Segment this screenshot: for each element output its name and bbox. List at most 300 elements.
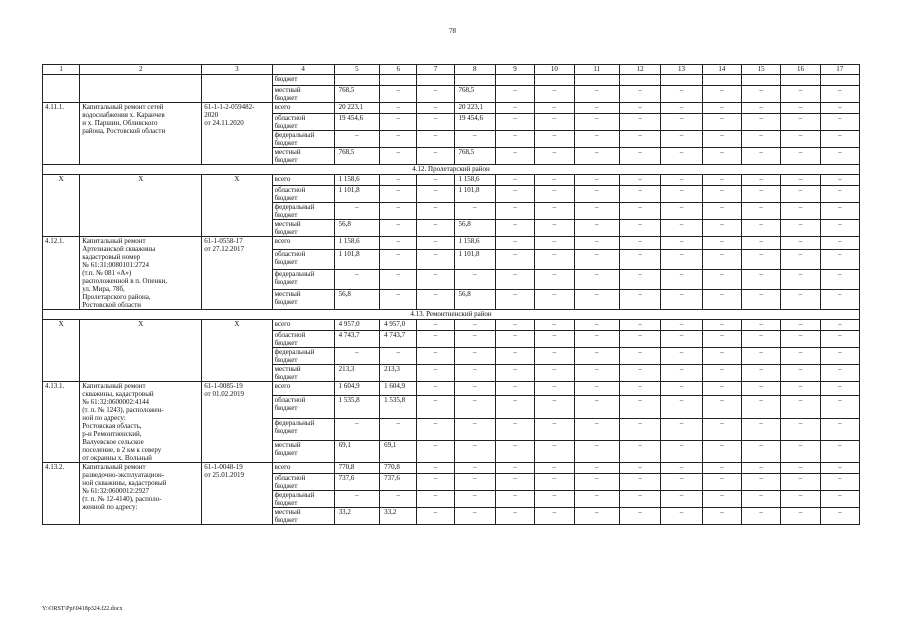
dash-cell: – (661, 418, 702, 440)
text-line: бюджет (274, 257, 298, 266)
column-header: 10 (535, 65, 574, 75)
dash-cell: – (702, 186, 741, 203)
dash-cell: – (742, 186, 781, 203)
dash-cell: – (781, 103, 820, 114)
dash-cell: – (380, 269, 417, 289)
text-line: района, Ростовской области (82, 127, 166, 135)
dash-cell: – (620, 203, 661, 220)
dash-cell: – (661, 237, 702, 250)
dash-cell: – (620, 320, 661, 331)
dash-cell: – (574, 186, 620, 203)
dash-cell: – (820, 131, 859, 148)
table-row (43, 175, 860, 186)
text-line: от окраины х. Вольный (82, 454, 152, 462)
dash-cell: – (535, 203, 574, 220)
dash-cell: – (702, 348, 741, 365)
dash-cell: – (620, 131, 661, 148)
dash-cell: – (574, 508, 620, 525)
empty-cell (574, 75, 620, 86)
column-header: 17 (820, 65, 859, 75)
value-cell: 4 957,0 (380, 320, 417, 331)
x-cell (202, 175, 272, 237)
dash-cell: – (702, 289, 741, 309)
budget-level-label (272, 348, 334, 365)
text-line: расположенной в п. Опенки, (82, 277, 168, 285)
text-line: 61-1-0558-17 (204, 237, 243, 245)
dash-cell: – (661, 463, 702, 474)
text: X (138, 175, 144, 183)
dash-cell: – (380, 103, 417, 114)
dash-cell: – (417, 418, 454, 440)
dash-cell: – (742, 86, 781, 103)
text-line: скважины, кадастровый (82, 390, 154, 398)
dash-cell: – (574, 396, 620, 418)
dash-cell: – (574, 463, 620, 474)
dash-cell: – (620, 491, 661, 508)
text-line: бюджет (274, 122, 298, 130)
dash-cell: – (334, 491, 380, 508)
text: X (58, 320, 64, 328)
text-line: 61-1-0048-19 (204, 463, 243, 471)
dash-cell: – (380, 491, 417, 508)
dash-cell: – (781, 463, 820, 474)
dash-cell: – (535, 348, 574, 365)
dash-cell: – (535, 474, 574, 491)
value-cell: 768,5 (334, 86, 380, 103)
column-header: 13 (661, 65, 702, 75)
dash-cell: – (620, 365, 661, 382)
dash-cell: – (334, 269, 380, 289)
table-row (43, 382, 860, 396)
dash-cell: – (820, 237, 859, 250)
dash-cell: – (417, 474, 454, 491)
text-line: ной по адресу: (82, 414, 126, 422)
dash-cell: – (495, 320, 534, 331)
dash-cell: – (702, 114, 741, 131)
dash-cell: – (820, 365, 859, 382)
item-number (43, 382, 80, 463)
budget-level-label (272, 175, 334, 186)
item-number (43, 237, 80, 310)
item-name (80, 237, 202, 310)
dash-cell: – (702, 508, 741, 525)
dash-cell: – (661, 148, 702, 165)
column-header: 15 (742, 65, 781, 75)
dash-cell: – (702, 331, 741, 348)
text-line: областной (274, 331, 306, 339)
dash-cell: – (620, 440, 661, 462)
item-name (80, 463, 202, 525)
dash-cell: – (495, 175, 534, 186)
value-cell: 1 158,6 (454, 237, 495, 250)
dash-cell: – (620, 348, 661, 365)
dash-cell: – (781, 508, 820, 525)
budget-level-label (272, 75, 334, 86)
dash-cell: – (742, 365, 781, 382)
value-cell: 770,8 (380, 463, 417, 474)
dash-cell: – (781, 440, 820, 462)
dash-cell: – (781, 474, 820, 491)
text-line: бюджет (274, 448, 298, 457)
dash-cell: – (574, 203, 620, 220)
empty-cell (820, 75, 859, 86)
value-cell: 1 101,8 (454, 249, 495, 269)
text-line: бюджет (274, 297, 298, 306)
dash-cell: – (742, 131, 781, 148)
empty-cell (454, 75, 495, 86)
dash-cell: – (334, 203, 380, 220)
dash-cell: – (781, 237, 820, 250)
budget-level-label (272, 491, 334, 508)
item-name (80, 103, 202, 165)
value-cell: 768,5 (334, 148, 380, 165)
text-line: бюджет (274, 404, 298, 413)
dash-cell: – (702, 203, 741, 220)
dash-cell: – (535, 331, 574, 348)
dash-cell: – (820, 331, 859, 348)
dash-cell: – (661, 331, 702, 348)
value-cell: 69,1 (380, 440, 417, 462)
dash-cell: – (781, 396, 820, 418)
dash-cell: – (781, 365, 820, 382)
empty-cell (43, 75, 80, 103)
dash-cell: – (620, 508, 661, 525)
dash-cell: – (380, 86, 417, 103)
value-cell: 69,1 (334, 440, 380, 462)
budget-level-label (272, 131, 334, 148)
column-header: 2 (80, 65, 202, 75)
value-cell: 768,5 (454, 148, 495, 165)
text-line: бюджет (274, 356, 298, 364)
text-line: Валуевское сельское (82, 438, 144, 446)
dash-cell: – (661, 220, 702, 237)
dash-cell: – (820, 289, 859, 309)
dash-cell: – (702, 320, 741, 331)
dash-cell: – (574, 114, 620, 131)
value-cell: 1 158,6 (334, 175, 380, 186)
dash-cell: – (334, 418, 380, 440)
dash-cell: – (454, 491, 495, 508)
dash-cell: – (742, 474, 781, 491)
dash-cell: – (334, 348, 380, 365)
column-header: 14 (702, 65, 741, 75)
item-number (43, 103, 80, 165)
dash-cell: – (702, 86, 741, 103)
dash-cell: – (535, 175, 574, 186)
text: X (234, 175, 240, 183)
dash-cell: – (620, 148, 661, 165)
item-number (43, 463, 80, 525)
dash-cell: – (574, 491, 620, 508)
page-number: 78 (449, 27, 456, 35)
text-line: 61-1-1-2-059482- (204, 103, 255, 111)
dash-cell: – (820, 103, 859, 114)
text-line: областной (274, 474, 306, 482)
dash-cell: – (495, 491, 534, 508)
dash-cell: – (495, 440, 534, 462)
budget-level-label (272, 474, 334, 491)
dash-cell: – (742, 289, 781, 309)
dash-cell: – (620, 269, 661, 289)
dash-cell: – (380, 114, 417, 131)
value-cell: 20 223,1 (334, 103, 380, 114)
dash-cell: – (702, 175, 741, 186)
text-line: местный (274, 440, 301, 449)
dash-cell: – (620, 331, 661, 348)
empty-cell (742, 75, 781, 86)
dash-cell: – (535, 320, 574, 331)
dash-cell: – (781, 269, 820, 289)
dash-cell: – (702, 103, 741, 114)
dash-cell: – (380, 175, 417, 186)
text: 4.12.1. (45, 237, 65, 245)
dash-cell: – (380, 131, 417, 148)
dash-cell: – (702, 463, 741, 474)
budget-level-label (272, 440, 334, 462)
budget-level-label (272, 418, 334, 440)
column-header: 8 (454, 65, 495, 75)
dash-cell: – (820, 396, 859, 418)
column-header: 16 (781, 65, 820, 75)
dash-cell: – (454, 203, 495, 220)
dash-cell: – (661, 249, 702, 269)
dash-cell: – (380, 186, 417, 203)
dash-cell: – (742, 249, 781, 269)
dash-cell: – (661, 203, 702, 220)
dash-cell: – (574, 331, 620, 348)
dash-cell: – (535, 396, 574, 418)
dash-cell: – (661, 365, 702, 382)
dash-cell: – (535, 365, 574, 382)
dash-cell: – (620, 220, 661, 237)
budget-level-label (272, 148, 334, 165)
text: всего (274, 382, 291, 390)
dash-cell: – (702, 249, 741, 269)
text-line: местный (274, 148, 301, 156)
text-line: федеральный (274, 203, 315, 211)
text: всего (274, 320, 291, 328)
text-line: Капитальный ремонт сетей (82, 103, 164, 111)
column-header: 12 (620, 65, 661, 75)
dash-cell: – (820, 220, 859, 237)
dash-cell: – (454, 382, 495, 396)
empty-cell (380, 75, 417, 86)
text-line: областной (274, 186, 306, 194)
value-cell: 1 535,8 (380, 396, 417, 418)
dash-cell: – (620, 237, 661, 250)
value-cell: 213,3 (334, 365, 380, 382)
dash-cell: – (742, 103, 781, 114)
dash-cell: – (820, 186, 859, 203)
dash-cell: – (820, 269, 859, 289)
dash-cell: – (742, 508, 781, 525)
dash-cell: – (702, 440, 741, 462)
budget-level-label (272, 249, 334, 269)
text: всего (274, 175, 291, 183)
value-cell: 1 158,6 (334, 237, 380, 250)
dash-cell: – (535, 148, 574, 165)
text-line: от 01.02.2019 (204, 390, 244, 398)
item-document (202, 237, 272, 310)
value-cell: 737,6 (380, 474, 417, 491)
value-cell: 19 454,6 (334, 114, 380, 131)
dash-cell: – (574, 103, 620, 114)
dash-cell: – (495, 331, 534, 348)
dash-cell: – (661, 131, 702, 148)
text-line: бюджет (274, 499, 298, 507)
dash-cell: – (661, 382, 702, 396)
dash-cell: – (417, 365, 454, 382)
dash-cell: – (574, 175, 620, 186)
column-header: 7 (417, 65, 454, 75)
dash-cell: – (742, 331, 781, 348)
dash-cell: – (495, 365, 534, 382)
text-line: № 61:31:0080101:2724 (82, 261, 149, 269)
dash-cell: – (495, 348, 534, 365)
dash-cell: – (742, 148, 781, 165)
dash-cell: – (574, 348, 620, 365)
dash-cell: – (417, 237, 454, 250)
dash-cell: – (781, 289, 820, 309)
value-cell: 1 101,8 (334, 186, 380, 203)
value-cell: 4 743,7 (380, 331, 417, 348)
empty-cell (702, 75, 741, 86)
item-document (202, 463, 272, 525)
dash-cell: – (574, 289, 620, 309)
dash-cell: – (661, 186, 702, 203)
table-row (43, 320, 860, 331)
dash-cell: – (702, 491, 741, 508)
dash-cell: – (495, 508, 534, 525)
x-cell (80, 175, 202, 237)
value-cell: 56,8 (454, 289, 495, 309)
text-line: ной скважины, кадастровый (82, 479, 167, 487)
dash-cell: – (781, 114, 820, 131)
text: всего (274, 103, 291, 111)
value-cell: 768,5 (454, 86, 495, 103)
text-line: местный (274, 508, 301, 516)
dash-cell: – (535, 131, 574, 148)
dash-cell: – (742, 396, 781, 418)
text: всего (274, 463, 291, 471)
value-cell: 4 957,0 (334, 320, 380, 331)
dash-cell: – (574, 131, 620, 148)
dash-cell: – (417, 114, 454, 131)
dash-cell: – (661, 175, 702, 186)
dash-cell: – (820, 175, 859, 186)
value-cell: 33,2 (334, 508, 380, 525)
dash-cell: – (742, 269, 781, 289)
text-line: бюджет (274, 94, 298, 102)
empty-cell (535, 75, 574, 86)
text-line: бюджет (274, 277, 298, 286)
dash-cell: – (702, 148, 741, 165)
dash-cell: – (661, 396, 702, 418)
dash-cell: – (620, 382, 661, 396)
text: 4.13.2. (45, 463, 65, 471)
text: 4.11.1. (45, 103, 64, 111)
dash-cell: – (702, 365, 741, 382)
text-line: бюджет (274, 139, 298, 147)
dash-cell: – (495, 249, 534, 269)
text-line: водоснабжения х. Каранчев (82, 111, 165, 119)
dash-cell: – (781, 131, 820, 148)
value-cell: 33,2 (380, 508, 417, 525)
empty-cell (202, 75, 272, 103)
budget-level-label (272, 331, 334, 348)
dash-cell: – (417, 382, 454, 396)
dash-cell: – (742, 237, 781, 250)
dash-cell: – (454, 131, 495, 148)
dash-cell: – (620, 249, 661, 269)
dash-cell: – (661, 348, 702, 365)
dash-cell: – (661, 508, 702, 525)
dash-cell: – (781, 203, 820, 220)
text-line: бюджет (274, 373, 298, 381)
dash-cell: – (535, 269, 574, 289)
value-cell: 1 101,8 (454, 186, 495, 203)
text: всего (274, 237, 291, 245)
text-line: р-н Ремонтненский, (82, 430, 142, 438)
dash-cell: – (702, 396, 741, 418)
dash-cell: – (495, 463, 534, 474)
budget-level-label (272, 203, 334, 220)
dash-cell: – (454, 320, 495, 331)
item-name (80, 382, 202, 463)
section-header-row (43, 165, 860, 175)
text-line: Ростовская область, (82, 422, 142, 430)
text-line: поселение, в 2 км к северу (82, 446, 162, 454)
text-line: (т.п. № 081 «А») (82, 269, 132, 277)
dash-cell: – (820, 463, 859, 474)
value-cell: 56,8 (334, 289, 380, 309)
text-line: местный (274, 365, 301, 373)
dash-cell: – (820, 148, 859, 165)
column-header: 3 (202, 65, 272, 75)
column-header: 4 (272, 65, 334, 75)
dash-cell: – (702, 237, 741, 250)
dash-cell: – (820, 348, 859, 365)
dash-cell: – (454, 508, 495, 525)
dash-cell: – (417, 131, 454, 148)
dash-cell: – (661, 491, 702, 508)
budget-level-label (272, 365, 334, 382)
dash-cell: – (742, 203, 781, 220)
dash-cell: – (574, 365, 620, 382)
dash-cell: – (574, 418, 620, 440)
text-line: федеральный (274, 418, 315, 427)
dash-cell: – (702, 382, 741, 396)
x-cell (202, 320, 272, 382)
value-cell: 1 535,8 (334, 396, 380, 418)
value-cell: 213,3 (380, 365, 417, 382)
dash-cell: – (495, 103, 534, 114)
dash-cell: – (535, 440, 574, 462)
dash-cell: – (535, 237, 574, 250)
x-cell (43, 320, 80, 382)
text-line: женной по адресу: (82, 503, 138, 511)
dash-cell: – (781, 348, 820, 365)
item-document (202, 382, 272, 463)
file-path-footer: Y:\ORST\Ppi\0418p324.f22.docx (42, 606, 123, 612)
dash-cell: – (535, 86, 574, 103)
dash-cell: – (535, 463, 574, 474)
dash-cell: – (495, 474, 534, 491)
text: X (138, 320, 144, 328)
dash-cell: – (380, 249, 417, 269)
dash-cell: – (702, 269, 741, 289)
value-cell: 19 454,6 (454, 114, 495, 131)
